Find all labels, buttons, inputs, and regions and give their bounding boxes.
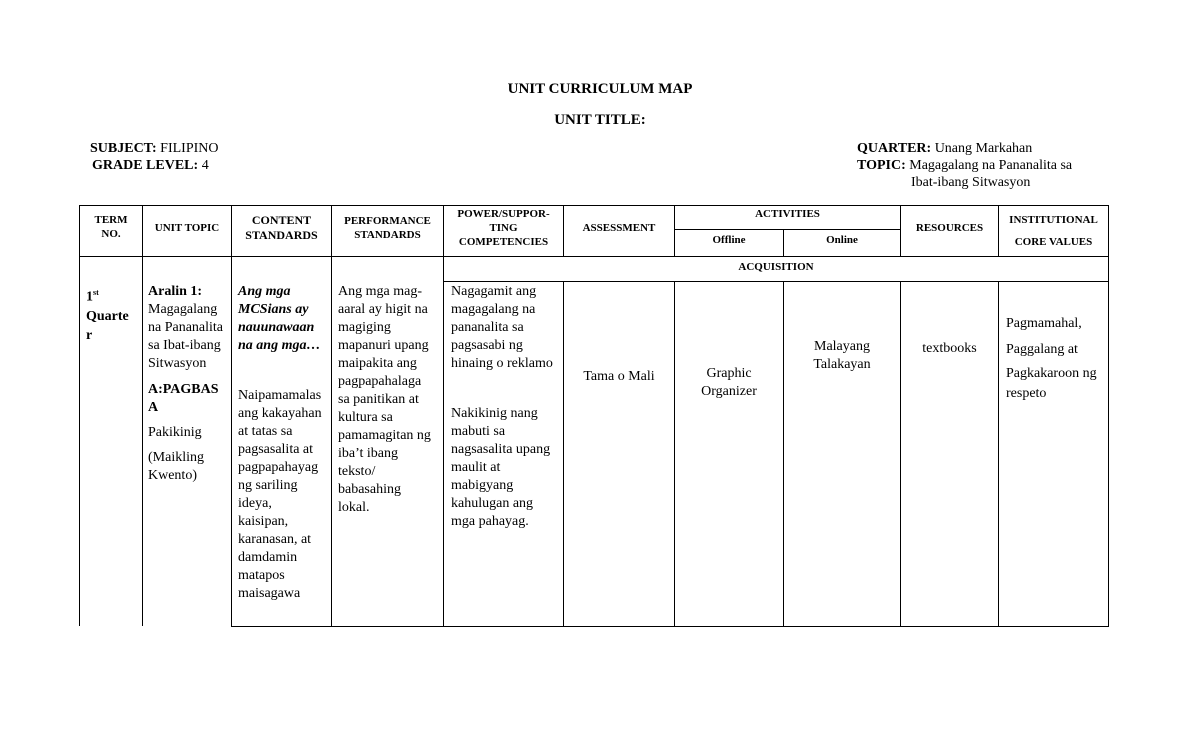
header-unit-topic: UNIT TOPIC <box>154 222 220 234</box>
pagbasa-label-2: A <box>148 400 159 415</box>
grade-label: GRADE LEVEL: <box>92 158 199 173</box>
pagbasa-label-1: A:PAGBAS <box>148 382 219 397</box>
topic-line <box>857 157 1072 175</box>
unit-topic-line: Sitwasyon <box>148 356 207 371</box>
quarter-value: Unang Markahan <box>934 141 1033 156</box>
header-resources: RESOURCES <box>915 222 984 234</box>
maikling-kwento-2: Kwento) <box>148 468 197 483</box>
performance-line: sa panitikan at <box>338 392 419 407</box>
header-acquisition: ACQUISITION <box>738 261 814 273</box>
header-assessment: ASSESSMENT <box>582 222 656 234</box>
document-title: UNIT CURRICULUM MAP <box>507 81 693 97</box>
core-value-line: Paggalang at <box>1006 342 1078 357</box>
competencies-cell <box>451 283 553 531</box>
performance-line: pagpapahalaga <box>338 374 422 389</box>
competency-line: mabigyang <box>451 478 514 493</box>
quarter-line <box>857 140 1032 158</box>
header-competencies: POWER/SUPPOR- TING COMPETENCIES <box>457 208 550 248</box>
competency-line: Nakikinig nang <box>451 406 538 421</box>
aralin-label: Aralin 1: <box>148 284 203 299</box>
content-line: kaisipan, <box>238 514 289 529</box>
subject-line <box>90 140 219 158</box>
content-line: ideya, <box>238 496 272 511</box>
term-suffix: st <box>93 288 99 297</box>
term-cell <box>86 283 129 345</box>
content-line: damdamin <box>238 550 298 565</box>
performance-standards-cell <box>338 283 431 517</box>
content-line: karanasan, at <box>238 532 312 547</box>
pakikinig-label: Pakikinig <box>148 425 202 440</box>
topic-value-1: Magagalang na Pananalita sa <box>909 158 1073 173</box>
performance-line: lokal. <box>338 500 370 515</box>
performance-line: Ang mga mag- <box>338 284 422 299</box>
content-italic-line: Ang mga <box>238 284 291 299</box>
performance-line: aaral ay higit na <box>338 302 428 317</box>
unit-topic-line: sa Ibat-ibang <box>148 338 221 353</box>
header-content-standards: CONTENT STANDARDS <box>245 213 318 242</box>
content-italic-line: MCSians ay <box>238 302 309 317</box>
content-italic-line: nauunawaan <box>238 320 315 335</box>
content-line: maisagawa <box>238 586 301 601</box>
performance-line: teksto/ <box>338 464 376 479</box>
performance-line: mapanuri upang <box>338 338 429 353</box>
core-value-line: respeto <box>1006 386 1047 401</box>
competency-line: magagalang na <box>451 302 536 317</box>
content-line: matapos <box>238 568 285 583</box>
unit-topic-line: na Pananalita <box>148 320 224 335</box>
content-standards-cell <box>238 283 322 603</box>
topic-value-2: Ibat-ibang Sitwasyon <box>911 175 1031 190</box>
topic-label: TOPIC: <box>857 158 906 173</box>
competency-line: pananalita sa <box>451 320 524 335</box>
performance-line: magiging <box>338 320 391 335</box>
core-values-cell <box>1006 311 1097 403</box>
grade-line <box>92 157 209 175</box>
online-activity-cell: Malayang Talakayan <box>813 339 871 372</box>
assessment-cell: Tama o Mali <box>583 369 655 384</box>
content-line: ng sariling <box>238 478 298 493</box>
resources-cell: textbooks <box>922 341 977 356</box>
performance-line: iba’t ibang <box>338 446 399 461</box>
content-line: pagsasalita at <box>238 442 314 457</box>
competency-line: hinaing o reklamo <box>451 356 553 371</box>
content-line: ang kakayahan <box>238 406 322 421</box>
unit-topic-line: Magagalang <box>148 302 218 317</box>
subject-value: FILIPINO <box>160 141 219 156</box>
competency-line: kahulugan ang <box>451 496 534 511</box>
core-value-line: Pagmamahal, <box>1006 316 1082 331</box>
header-core-values: INSTITUTIONAL CORE VALUES <box>1009 214 1098 248</box>
term-word-1: Quarte <box>86 308 129 324</box>
header-online: Online <box>826 234 858 246</box>
content-line: at tatas sa <box>238 424 293 439</box>
offline-activity-cell: Graphic Organizer <box>701 366 757 399</box>
competency-line: pagsasabi ng <box>451 338 523 353</box>
performance-line: pamamagitan ng <box>338 428 431 443</box>
competency-line: Nagagamit ang <box>451 284 537 299</box>
competency-line: nagsasalita upang <box>451 442 551 457</box>
competency-line: mga pahayag. <box>451 514 529 529</box>
performance-line: kultura sa <box>338 410 393 425</box>
content-line: pagpapahayag <box>238 460 319 475</box>
competency-line: maulit at <box>451 460 501 475</box>
core-value-line: Pagkakaroon ng <box>1006 366 1097 381</box>
grade-value: 4 <box>201 158 209 173</box>
quarter-label: QUARTER: <box>857 141 932 156</box>
subject-label: SUBJECT: <box>90 141 157 156</box>
header-offline: Offline <box>712 234 746 246</box>
header-term: TERM NO. <box>94 214 128 240</box>
unit-topic-cell <box>148 283 223 485</box>
unit-title-label: UNIT TITLE: <box>554 112 646 128</box>
header-performance-standards: PERFORMANCE STANDARDS <box>344 215 431 241</box>
competency-line: mabuti sa <box>451 424 506 439</box>
performance-line: maipakita ang <box>338 356 417 371</box>
content-line: Naipamamalas <box>238 388 322 403</box>
performance-line: babasahing <box>338 482 401 497</box>
term-number: 1 <box>86 289 93 305</box>
term-word-2: r <box>86 327 93 343</box>
header-activities: ACTIVITIES <box>755 208 820 220</box>
content-italic-line: na ang mga… <box>238 338 321 353</box>
maikling-kwento-1: (Maikling <box>148 450 204 465</box>
